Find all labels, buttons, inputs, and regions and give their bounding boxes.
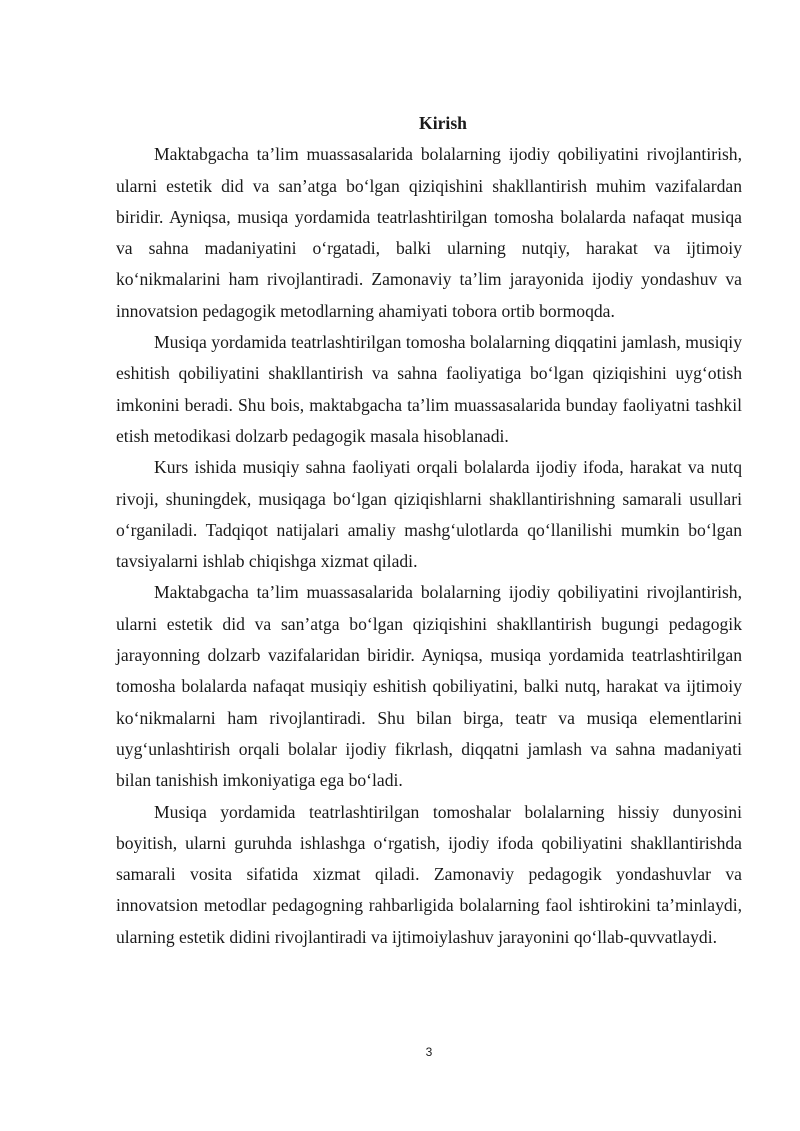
section-title: Kirish [419,113,467,133]
paragraph-1: Maktabgacha ta’lim muassasalarida bolalarning ijodiy qobiliyatini rivojlantirish, ularni estetik did va san’atga bo‘lgan qiziqishini shakllantirish muhim vazifalardan biridir. Ayniqsa, musiqa yordamida teatrlashtirilgan tomosha bolalarda nafaqat musiqa va sahna madaniyatini o‘rgatadi, balki ularning nutqiy, harakat va ijtimoiy ko‘nikmalarini ham rivojlantiradi. Zamonaviy ta’lim jarayonida ijodiy yondashuv va innovatsion pedagogik metodlarning ahamiyati tobora ortib bormoqda. [116,144,742,321]
paragraph-3: Kurs ishida musiqiy sahna faoliyati orqali bolalarda ijodiy ifoda, harakat va nutq rivoji, shuningdek, musiqaga bo‘lgan qiziqishlarni shakllantirishning samarali usullari o‘rganiladi. Tadqiqot natijalari amaliy mashg‘ulotlarda qo‘llanilishi mumkin bo‘lgan tavsiyalarni ishlab chiqishga xizmat qiladi. [116,457,742,572]
paragraph-2: Musiqa yordamida teatrlashtirilgan tomosha bolalarning diqqatini jamlash, musiqiy eshitish qobiliyatini shakllantirish va sahna faoliyatiga bo‘lgan qiziqishini uyg‘otish imkonini beradi. Shu bois, maktabgacha ta’lim muassasalarida bunday faoliyatni tashkil etish metodikasi dolzarb pedagogik masala hisoblanadi. [116,332,742,446]
paragraph-5: Musiqa yordamida teatrlashtirilgan tomoshalar bolalarning hissiy dunyosini boyitish, ularni guruhda ishlashga o‘rgatish, ijodiy ifoda qobiliyatini shakllantirishda samarali vosita sifatida xizmat qiladi. Zamonaviy pedagogik yondashuvlar va innovatsion metodlar pedagogning rahbarligida bolalarning faol ishtirokini ta’minlaydi, ularning estetik didini rivojlantiradi va ijtimoiylashuv jarayonini qo‘llab-quvvatlaydi. [116,801,742,947]
document-body [116,108,742,953]
paragraph-4: Maktabgacha ta’lim muassasalarida bolalarning ijodiy qobiliyatini rivojlantirish, ularni estetik did va san’atga bo‘lgan qiziqishini shakllantirish bugungi pedagogik jarayonning dolzarb vazifalaridan biridir. Ayniqsa, musiqa yordamida teatrlashtirilgan tomosha bolalarda nafaqat musiqiy eshitish qobiliyatini, balki nutq, harakat va ijtimoiy ko‘nikmalarni ham rivojlantiradi. Shu bilan birga, teatr va musiqa elementlarini uyg‘unlashtirish orqali bolalar ijodiy fikrlash, diqqatni jamlash va sahna madaniyati bilan tanishish imkoniyatiga ega bo‘ladi. [116,582,742,791]
page-number: 3 [425,1045,433,1059]
